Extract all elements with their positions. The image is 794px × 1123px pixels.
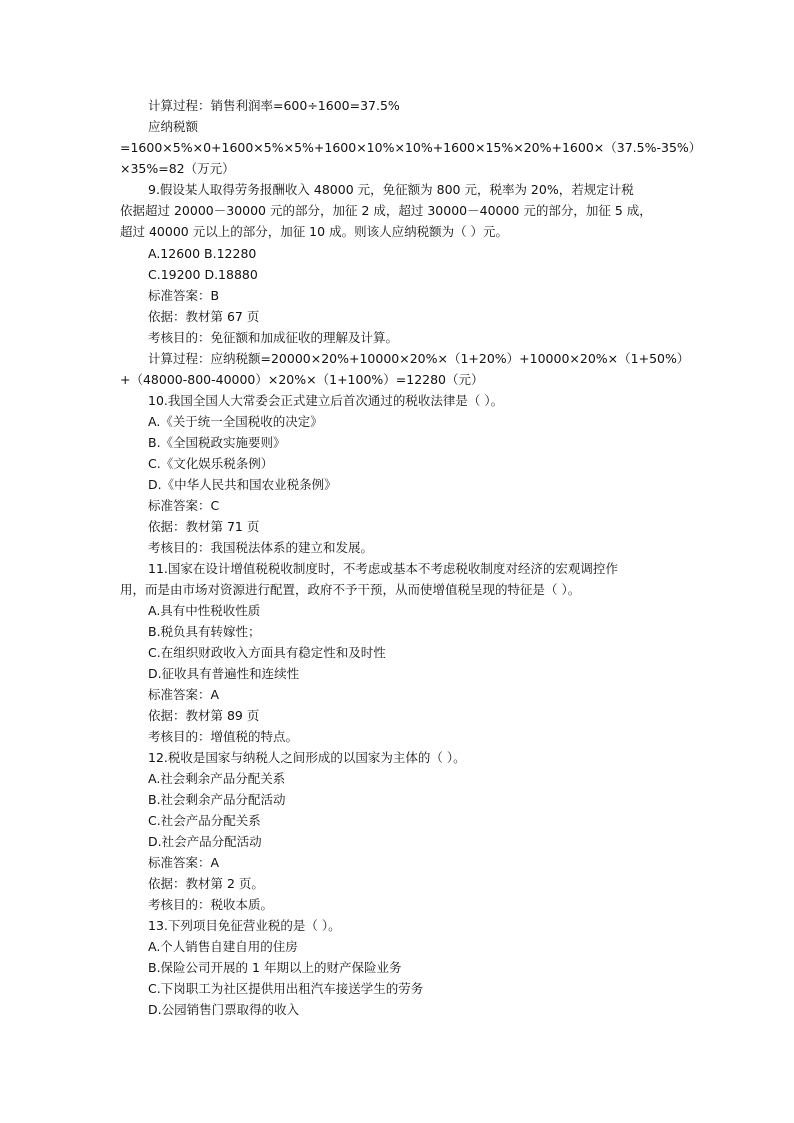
question-13-option-b: B.保险公司开展的 1 年期以上的财产保险业务 bbox=[148, 960, 402, 975]
question-12-reference: 依据：教材第 2 页。 bbox=[148, 876, 264, 891]
question-13-option-c: C.下岗职工为社区提供用出租汽车接送学生的劳务 bbox=[148, 981, 424, 996]
question-9-stem-cont: 依据超过 20000－30000 元的部分，加征 2 成，超过 30000－40000 元的部分，加征 5 成， bbox=[120, 203, 652, 218]
question-10-option-a: A.《关于统一全国税收的决定》 bbox=[148, 414, 323, 429]
tax-formula-result: ×35%=82（万元） bbox=[120, 161, 235, 176]
question-10-stem: 10.我国全国人大常委会正式建立后首次通过的税收法律是（ ）。 bbox=[148, 393, 504, 408]
question-10-option-d: D.《中华人民共和国农业税条例》 bbox=[148, 477, 337, 492]
question-9-calc-cont: +（48000-800-40000）×20%×（1+100%）=12280（元） bbox=[120, 372, 484, 387]
question-9-stem-end: 超过 40000 元以上的部分，加征 10 成。则该人应纳税额为（ ）元。 bbox=[120, 224, 509, 239]
tax-formula-line: =1600×5%×0+1600×5%×5%+1600×10%×10%+1600×15%×20%+1600×（37.5%-35%） bbox=[120, 140, 702, 155]
question-12-answer: 标准答案：A bbox=[148, 855, 220, 870]
question-10-option-b: B.《全国税政实施要则》 bbox=[148, 435, 286, 450]
question-12-option-c: C.社会产品分配关系 bbox=[148, 813, 261, 828]
question-12-stem: 12.税收是国家与纳税人之间形成的以国家为主体的（ ）。 bbox=[148, 750, 466, 765]
question-9-stem: 9.假设某人取得劳务报酬收入 48000 元，免征额为 800 元，税率为 20%，若规定计税 bbox=[148, 182, 634, 197]
question-11-answer: 标准答案：A bbox=[148, 687, 220, 702]
question-11-option-c: C.在组织财政收入方面具有稳定性和及时性 bbox=[148, 645, 386, 660]
question-10-answer: 标准答案：C bbox=[148, 498, 220, 513]
question-9-answer: 标准答案：B bbox=[148, 288, 220, 303]
question-11-purpose: 考核目的：增值税的特点。 bbox=[148, 729, 299, 744]
tax-amount-label: 应纳税额 bbox=[148, 119, 199, 134]
question-13-option-d: D.公园销售门票取得的收入 bbox=[148, 1002, 300, 1017]
question-11-stem-cont: 用，而是由市场对资源进行配置，政府不予干预，从而使增值税呈现的特征是（ ）。 bbox=[120, 582, 581, 597]
question-10-purpose: 考核目的：我国税法体系的建立和发展。 bbox=[148, 540, 374, 555]
question-13-option-a: A.个人销售自建自用的住房 bbox=[148, 939, 298, 954]
question-13-stem: 13.下列项目免征营业税的是（ ）。 bbox=[148, 918, 341, 933]
question-12-option-a: A.社会剩余产品分配关系 bbox=[148, 771, 286, 786]
question-11-option-a: A.具有中性税收性质 bbox=[148, 603, 261, 618]
question-11-stem: 11.国家在设计增值税税收制度时，不考虑或基本不考虑税收制度对经济的宏观调控作 bbox=[148, 561, 618, 576]
question-12-option-d: D.社会产品分配活动 bbox=[148, 834, 262, 849]
question-11-option-d: D.征收具有普遍性和连续性 bbox=[148, 666, 300, 681]
question-11-option-b: B.税负具有转嫁性； bbox=[148, 624, 261, 639]
question-9-options-cd: C.19200 D.18880 bbox=[148, 267, 258, 282]
question-10-option-c: C.《文化娱乐税条例） bbox=[148, 456, 274, 471]
question-9-purpose: 考核目的：免征额和加成征收的理解及计算。 bbox=[148, 330, 399, 345]
question-9-reference: 依据：教材第 67 页 bbox=[148, 309, 260, 324]
question-12-option-b: B.社会剩余产品分配活动 bbox=[148, 792, 286, 807]
calc-process-line: 计算过程：销售利润率=600÷1600=37.5% bbox=[148, 98, 400, 113]
question-12-purpose: 考核目的：税收本质。 bbox=[148, 897, 274, 912]
question-10-reference: 依据：教材第 71 页 bbox=[148, 519, 260, 534]
question-11-reference: 依据：教材第 89 页 bbox=[148, 708, 260, 723]
question-9-options-ab: A.12600 B.12280 bbox=[148, 246, 257, 261]
question-9-calc: 计算过程：应纳税额=20000×20%+10000×20%×（1+20%）+10000×20%×（1+50%） bbox=[148, 351, 690, 366]
